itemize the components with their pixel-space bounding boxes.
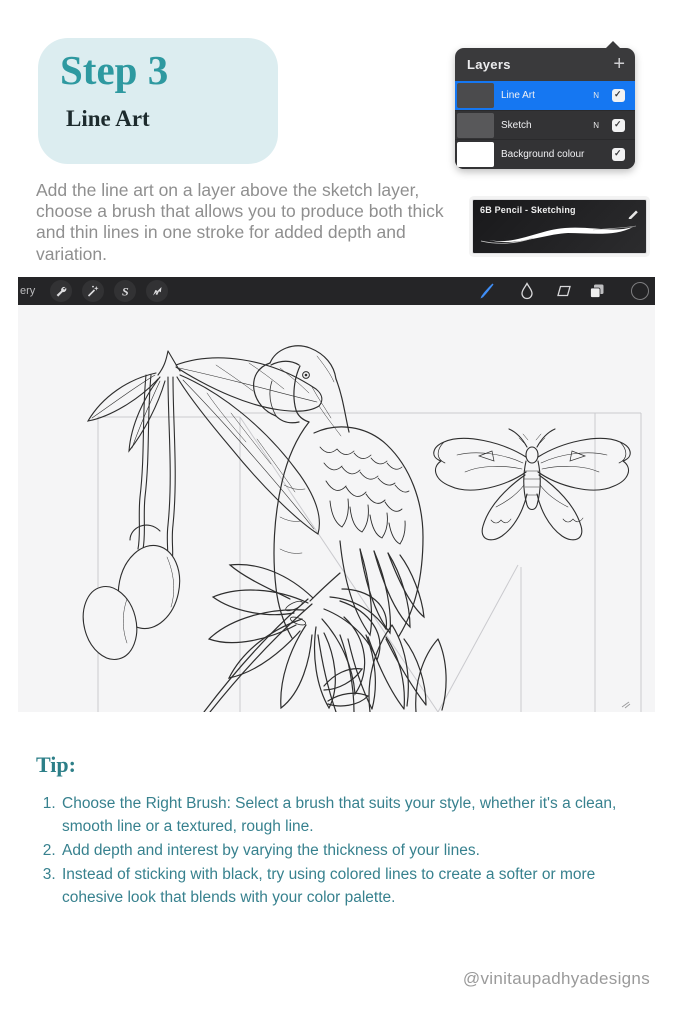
layer-thumbnail[interactable] xyxy=(457,113,494,138)
layers-panel xyxy=(455,48,635,169)
blend-mode-badge[interactable]: N xyxy=(593,121,599,130)
layer-row-line-art[interactable] xyxy=(455,81,635,110)
layer-thumbnail[interactable] xyxy=(457,83,494,108)
tip-item: 2. Add depth and interest by varying the thickness of your lines. xyxy=(60,840,652,863)
layer-name: Line Art xyxy=(501,90,535,101)
layer-thumbnail[interactable] xyxy=(457,142,494,167)
letter-m-sketch xyxy=(98,413,641,712)
layers-panel-header xyxy=(455,48,635,81)
layer-name: Background colour xyxy=(501,149,585,160)
transform-icon[interactable] xyxy=(146,280,168,302)
line-art-canvas[interactable] xyxy=(18,305,655,712)
tip-item: 1. Choose the Right Brush: Select a brush that suits your style, whether it's a clean, smooth line or a textured, rough line. xyxy=(60,793,652,839)
brush-name: 6B Pencil - Sketching xyxy=(480,205,576,215)
brush-icon[interactable] xyxy=(476,281,496,301)
visibility-checkbox[interactable] xyxy=(612,148,625,161)
smudge-icon[interactable] xyxy=(517,281,537,301)
layer-name: Sketch xyxy=(501,120,532,131)
layer-row-background[interactable] xyxy=(455,139,635,169)
wrench-icon[interactable] xyxy=(50,280,72,302)
social-handle: @vinitaupadhyadesigns xyxy=(462,969,650,988)
svg-text:S: S xyxy=(122,284,129,299)
color-disc-icon[interactable] xyxy=(631,282,649,300)
tip-item: 3. Instead of sticking with black, try using colored lines to create a softer or more cohesive look that blends with your color palette. xyxy=(60,864,652,910)
tips-list xyxy=(40,793,652,911)
step-title: Step 3 xyxy=(60,47,169,93)
layers-panel-title: Layers xyxy=(467,57,511,72)
parrot-drawing xyxy=(254,346,426,712)
step-subtitle: Line Art xyxy=(66,106,150,131)
intro-paragraph: Add the line art on a layer above the sketch layer, choose a brush that allows you to produce both thick and thin lines in one stroke for added depth and variation. xyxy=(36,180,444,264)
eraser-icon[interactable] xyxy=(554,281,574,301)
procreate-screenshot xyxy=(18,277,655,712)
tip-heading: Tip: xyxy=(36,752,76,777)
visibility-checkbox[interactable] xyxy=(612,89,625,102)
add-layer-button[interactable]: + xyxy=(613,53,625,75)
selection-icon[interactable] xyxy=(114,280,136,302)
brush-preview-card[interactable] xyxy=(472,199,647,254)
step-card xyxy=(38,38,278,164)
moth-drawing xyxy=(434,429,630,540)
blend-mode-badge[interactable]: N xyxy=(593,91,599,100)
gallery-button[interactable]: ery xyxy=(20,285,36,297)
layer-row-sketch[interactable] xyxy=(455,110,635,139)
mango-branch-drawing xyxy=(76,351,322,665)
brush-stroke-sample xyxy=(473,200,644,251)
adjustments-icon[interactable] xyxy=(82,280,104,302)
procreate-toolbar xyxy=(18,277,655,305)
canvas-mark xyxy=(622,702,630,708)
visibility-checkbox[interactable] xyxy=(612,119,625,132)
layers-icon[interactable] xyxy=(587,281,607,301)
